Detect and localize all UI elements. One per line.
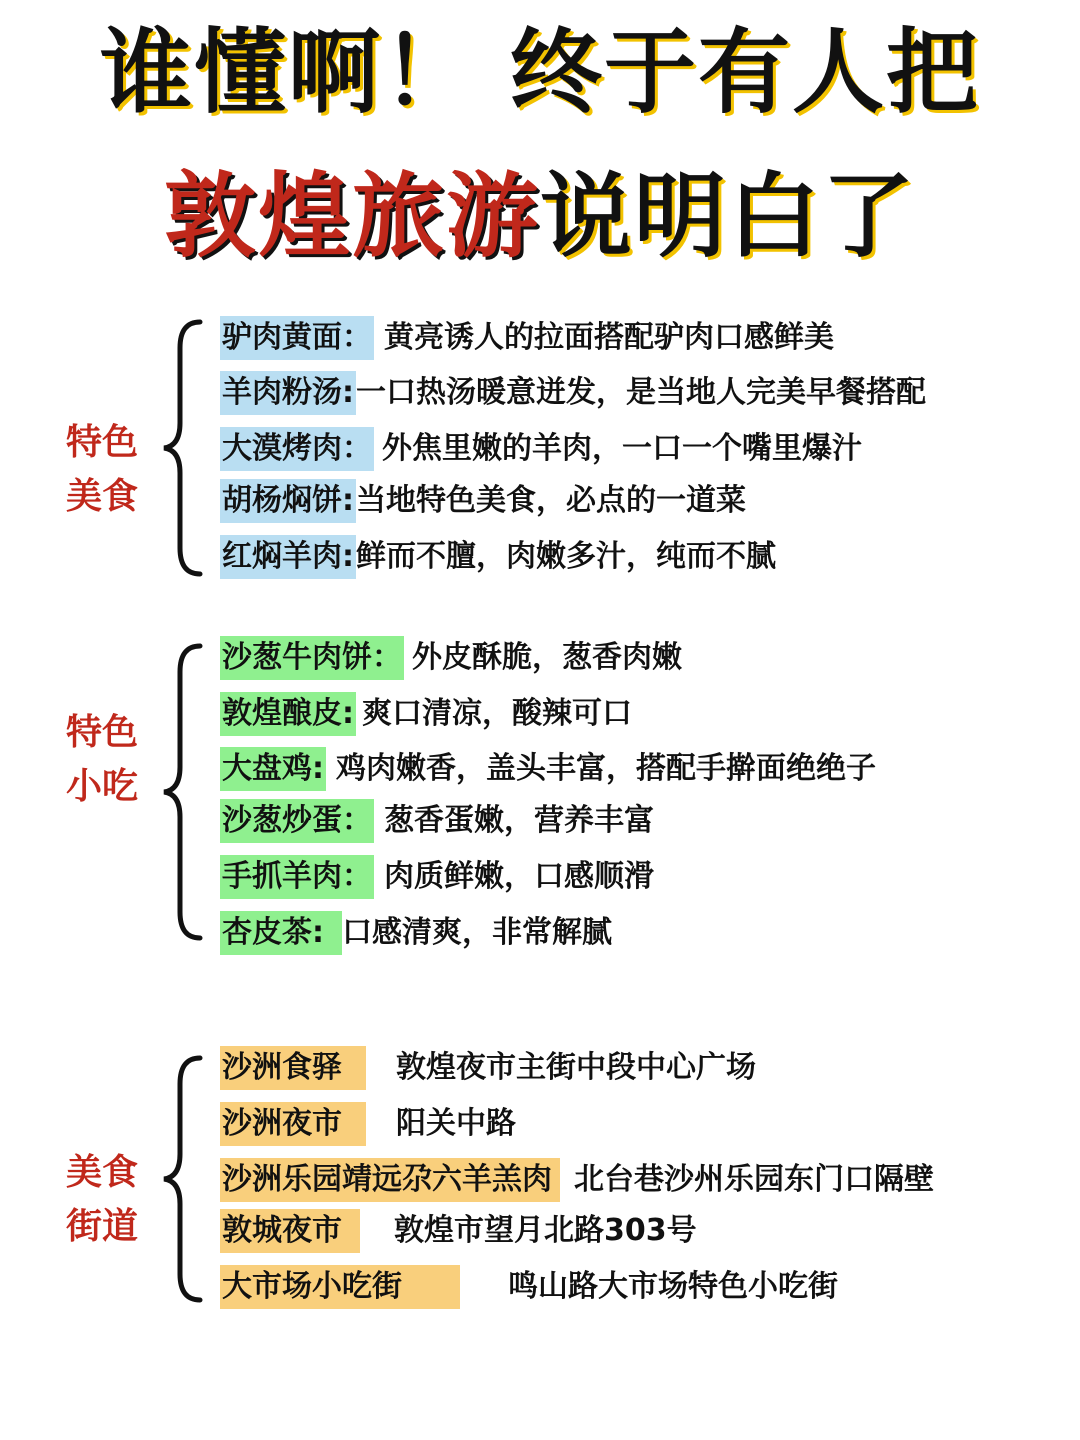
list-item: 胡杨焖饼:当地特色美食，必点的一道菜	[220, 479, 746, 523]
list-item: 大市场小吃街 鸣山路大市场特色小吃街	[220, 1265, 838, 1309]
list-item: 红焖羊肉:鲜而不膻，肉嫩多汁，纯而不腻	[220, 535, 776, 579]
section-food-streets	[0, 1040, 1080, 1310]
brace-icon	[160, 318, 210, 578]
list-item: 沙洲夜市 阳关中路	[220, 1102, 516, 1146]
title-line-1: 谁懂啊！ 终于有人把	[99, 19, 981, 126]
list-item: 沙葱炒蛋： 葱香蛋嫩，营养丰富	[220, 799, 654, 843]
list-item: 大盘鸡: 鸡肉嫩香，盖头丰富，搭配手擀面绝绝子	[220, 747, 876, 791]
list-item: 敦城夜市 敦煌市望月北路303号	[220, 1209, 697, 1253]
category-label: 美食 街道	[66, 1152, 139, 1247]
category-label: 特色 美食	[66, 422, 139, 517]
brace-icon	[160, 642, 210, 942]
list-item: 手抓羊肉： 肉质鲜嫩，口感顺滑	[220, 855, 654, 899]
category-label: 特色 小吃	[66, 712, 139, 807]
list-item: 羊肉粉汤:一口热汤暖意迸发，是当地人完美早餐搭配	[220, 371, 926, 415]
list-item: 大漠烤肉： 外焦里嫩的羊肉，一口一个嘴里爆汁	[220, 427, 862, 471]
list-item: 沙葱牛肉饼： 外皮酥脆，葱香肉嫩	[220, 636, 682, 680]
list-item: 沙洲乐园靖远尕六羊羔肉 北台巷沙州乐园东门口隔壁	[220, 1158, 934, 1202]
section-specialty-snacks	[0, 630, 1080, 960]
title-line-2	[0, 162, 1080, 272]
list-item: 驴肉黄面： 黄亮诱人的拉面搭配驴肉口感鲜美	[220, 316, 834, 360]
title-rest: 说明白了	[540, 163, 917, 270]
title-highlight: 敦煌旅游	[163, 163, 540, 270]
section-specialty-food	[0, 310, 1080, 585]
list-item: 敦煌酿皮: 爽口清凉，酸辣可口	[220, 692, 632, 736]
brace-icon	[160, 1054, 210, 1304]
list-item: 沙洲食驿 敦煌夜市主街中段中心广场	[220, 1046, 756, 1090]
list-item: 杏皮茶: 口感清爽，非常解腻	[220, 911, 612, 955]
